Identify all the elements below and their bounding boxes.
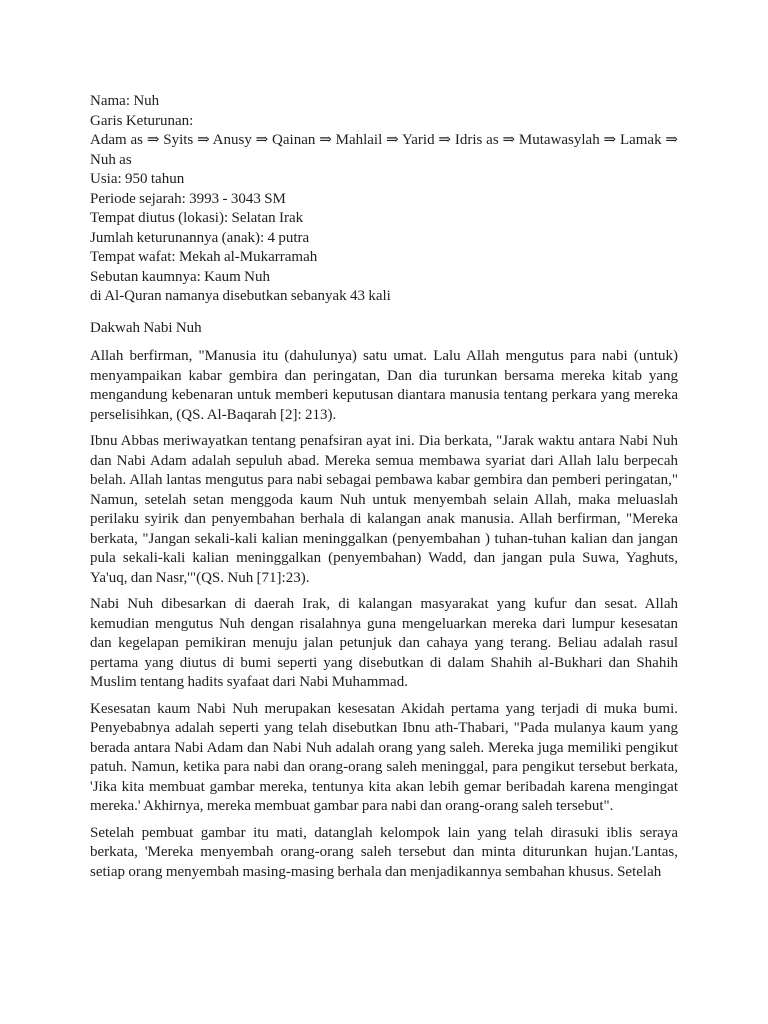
profile-block <box>90 92 678 307</box>
paragraph-kesesatan-kaum: Kesesatan kaum Nabi Nuh merupakan kesesatan Akidah pertama yang terjadi di muka bumi. Penyebabnya adalah seperti yang telah disebutkan Ibnu ath-Thabari, "Pada mulanya kaum yang berada antara Nabi Adam dan Nabi Nuh adalah orang yang saleh. Mereka juga memiliki pengikut patuh. Namun, ketika para nabi dan orang-orang saleh meninggal, para pengikut tersebut berkata, 'Jika kita membuat gambar mereka, tentunya kita akan lebih gemar beribadah karena mengingat mereka.' Akhirnya, mereka membuat gambar para nabi dan orang-orang saleh tersebut". <box>90 700 678 814</box>
paragraph-nuh-dibesarkan: Nabi Nuh dibesarkan di daerah Irak, di kalangan masyarakat yang kufur dan sesat. Allah kemudian mengutus Nuh dengan risalahnya guna mengeluarkan mereka dari lumpur kesesatan dan kegelapan pemikiran menuju jalan petunjuk dan cahaya yang terang. Beliau adalah rasul pertama yang diutus di bumi seperti yang disebutkan di dalam Shahih al-Bukhari dan Shahih Muslim tentang hadits syafaat dari Nabi Muhammad. <box>90 596 678 690</box>
profile-line-jumlah-keturunan: Jumlah keturunannya (anak): 4 putra <box>90 229 310 246</box>
profile-line-alquran-mentions: di Al-Quran namanya disebutkan sebanyak 43 kali <box>90 288 391 304</box>
profile-line-periode: Periode sejarah: 3993 - 3043 SM <box>90 190 286 207</box>
section-heading: Dakwah Nabi Nuh <box>90 319 202 336</box>
profile-line-sebutan-kaum: Sebutan kaumnya: Kaum Nuh <box>90 268 271 285</box>
profile-line-usia: Usia: 950 tahun <box>90 171 185 187</box>
profile-line-lineage: Adam as ⇒ Syits ⇒ Anusy ⇒ Qainan ⇒ Mahlail ⇒ Yarid ⇒ Idris as ⇒ Mutawasylah ⇒ Lamak ⇒ Nuh as <box>90 132 678 168</box>
paragraph-quran-albaqarah: Allah berfirman, "Manusia itu (dahulunya) satu umat. Lalu Allah mengutus para nabi (untuk) menyampaikan kabar gembira dan peringatan, Dan dia turunkan bersama mereka kitab yang mengandung kebenaran untuk memberi keputusan diantara manusia tentang perkara yang mereka perselisihkan, (QS. Al-Baqarah [2]: 213). <box>90 348 678 423</box>
profile-line-garis-keturunan: Garis Keturunan: <box>90 112 194 129</box>
profile-line-tempat-wafat: Tempat wafat: Mekah al-Mukarramah <box>90 249 318 265</box>
paragraph-ibnu-abbas: Ibnu Abbas meriwayatkan tentang penafsiran ayat ini. Dia berkata, "Jarak waktu antara Nabi Nuh dan Nabi Adam adalah sepuluh abad. Mereka semua membawa syariat dari Allah lalu berpecah belah. Allah lantas mengutus para nabi sebagai pembawa kabar gembira dan pemberi peringatan," Namun, setelah setan menggoda kaum Nuh untuk menyembah selain Allah, maka meluaslah perilaku syirik dan penyembahan berhala di kalangan anak manusia. Allah berfirman, "Mereka berkata, "Jangan sekali-kali kalian meninggalkan (penyembahan ) tuhan-tuhan kalian dan jangan pula sekali-kali kalian meninggalkan (penyembahan) Wadd, dan jangan pula Suwa, Yaghuts, Ya'uq, dan Nasr,'"(QS. Nuh [71]:23). <box>90 433 678 586</box>
profile-line-tempat-diutus: Tempat diutus (lokasi): Selatan Irak <box>90 210 304 226</box>
profile-line-nama: Nama: Nuh <box>90 93 160 109</box>
paragraph-pembuat-gambar: Setelah pembuat gambar itu mati, datanglah kelompok lain yang telah dirasuki iblis seraya berkata, 'Mereka menyembah orang-orang saleh tersebut dan minta diturunkan hujan.'Lantas, setiap orang menyembah masing-masing berhala dan menjadikannya sembahan khusus. Setelah <box>90 824 678 880</box>
